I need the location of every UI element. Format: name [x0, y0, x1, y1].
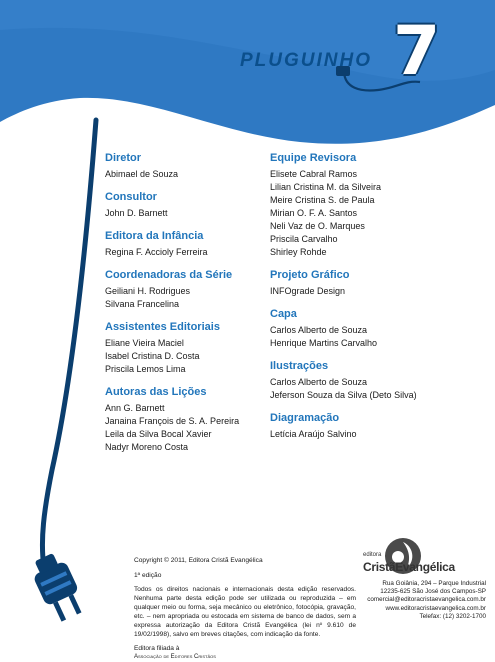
credit-section — [270, 360, 470, 402]
credit-section — [270, 308, 470, 350]
credit-name: John D. Barnett — [105, 208, 168, 218]
credit-heading: Editora da Infância — [105, 230, 204, 242]
affiliation-name: Associação de Editores Cristãos — [134, 654, 216, 660]
credit-name: Shirley Rohde — [270, 247, 327, 257]
credit-name: Elisete Cabral Ramos — [270, 169, 358, 179]
publisher-address — [350, 580, 486, 621]
rights-paragraph: Todos os direitos nacionais e internacionais desta edição reservados. Nenhuma parte desta edição pode ser utilizada ou reproduzida – em qualquer meio ou forma, seja mecânico ou eletrônico, fotocópia, gravação, etc. – nem apropriada ou estocada em sistema de banco de dados, sem a expressa autorização da Editora Cristã Evangélica (lei nº 9.610 de 19/02/1998), salvo em breves citações, com indicação da fonte. — [134, 586, 356, 638]
credit-heading: Consultor — [105, 191, 157, 203]
credit-section — [105, 152, 265, 181]
cable-icon — [42, 120, 96, 568]
credit-section — [105, 269, 265, 311]
credit-section — [105, 191, 265, 220]
credit-section — [105, 386, 265, 454]
credit-heading: Projeto Gráfico — [270, 269, 350, 281]
credit-heading: Autoras das Lições — [105, 386, 207, 398]
credit-heading: Assistentes Editoriais — [105, 321, 220, 333]
credit-section — [105, 321, 265, 376]
credit-name: Neli Vaz de O. Marques — [270, 221, 365, 231]
credits-right-column — [270, 152, 470, 451]
credit-name: Priscila Lemos Lima — [105, 364, 186, 374]
credit-name: Regina F. Accioly Ferreira — [105, 247, 208, 257]
credit-name: Henrique Martins Carvalho — [270, 338, 378, 348]
credit-heading: Ilustrações — [270, 360, 329, 372]
credit-name: Mirian O. F. A. Santos — [270, 208, 358, 218]
credit-name: Geiliani H. Rodrigues — [105, 286, 191, 296]
credit-name: Nadyr Moreno Costa — [105, 442, 189, 452]
website-link[interactable]: www.editoracristaevangelica.com.br — [385, 604, 486, 612]
credits-left-column — [105, 152, 265, 464]
credit-name: Eliane Vieira Maciel — [105, 338, 184, 348]
credit-name: Leila da Silva Bocal Xavier — [105, 429, 212, 439]
credit-name: Letícia Araújo Salvino — [270, 429, 357, 439]
credit-name: Ann G. Barnett — [105, 403, 165, 413]
credit-heading: Coordenadoras da Série — [105, 269, 233, 281]
credit-name: Abimael de Souza — [105, 169, 179, 179]
credit-name: Meire Cristina S. de Paula — [270, 195, 375, 205]
email-link[interactable]: comercial@editoracristaevangelica.com.br — [367, 596, 486, 604]
credit-name: Jeferson Souza da Silva (Deto Silva) — [270, 390, 417, 400]
credit-name: Silvana Francelina — [105, 299, 180, 309]
copyright-line: Copyright © 2011, Editora Cristã Evangélica — [134, 557, 263, 564]
credit-name: Janaina François de S. A. Pereira — [105, 416, 240, 426]
address-line: 12235-625 São José dos Campos-SP — [380, 588, 486, 596]
credit-name: Carlos Alberto de Souza — [270, 377, 368, 387]
edition-line: 1ª edição — [134, 572, 162, 579]
credit-heading: Diagramação — [270, 412, 340, 424]
credit-section — [270, 269, 470, 298]
address-line: Rua Goiânia, 294 – Parque Industrial — [382, 580, 486, 587]
plug-icon — [27, 550, 88, 625]
affiliation-intro: Editora filiada à — [134, 645, 180, 652]
telefax-line: Telefax: (12) 3202-1700 — [419, 612, 486, 620]
credit-section — [270, 412, 470, 441]
credit-section — [105, 230, 265, 259]
series-logo: PLUGUINHO — [240, 50, 372, 71]
credit-name: INFOgrade Design — [270, 286, 346, 296]
credit-name: Priscila Carvalho — [270, 234, 338, 244]
legal-notice — [134, 556, 356, 662]
series-number: 7 — [393, 12, 441, 91]
credit-heading: Capa — [270, 308, 297, 320]
publisher-logo-small: editora — [363, 552, 382, 558]
publisher-logo-name: CristãEvangélica — [363, 560, 455, 574]
credit-heading: Equipe Revisora — [270, 152, 357, 164]
credit-name: Carlos Alberto de Souza — [270, 325, 368, 335]
publisher-logo — [363, 535, 483, 577]
credit-name: Lilian Cristina M. da Silveira — [270, 182, 382, 192]
credit-name: Isabel Cristina D. Costa — [105, 351, 200, 361]
credit-section — [270, 152, 470, 259]
credit-heading: Diretor — [105, 152, 142, 164]
